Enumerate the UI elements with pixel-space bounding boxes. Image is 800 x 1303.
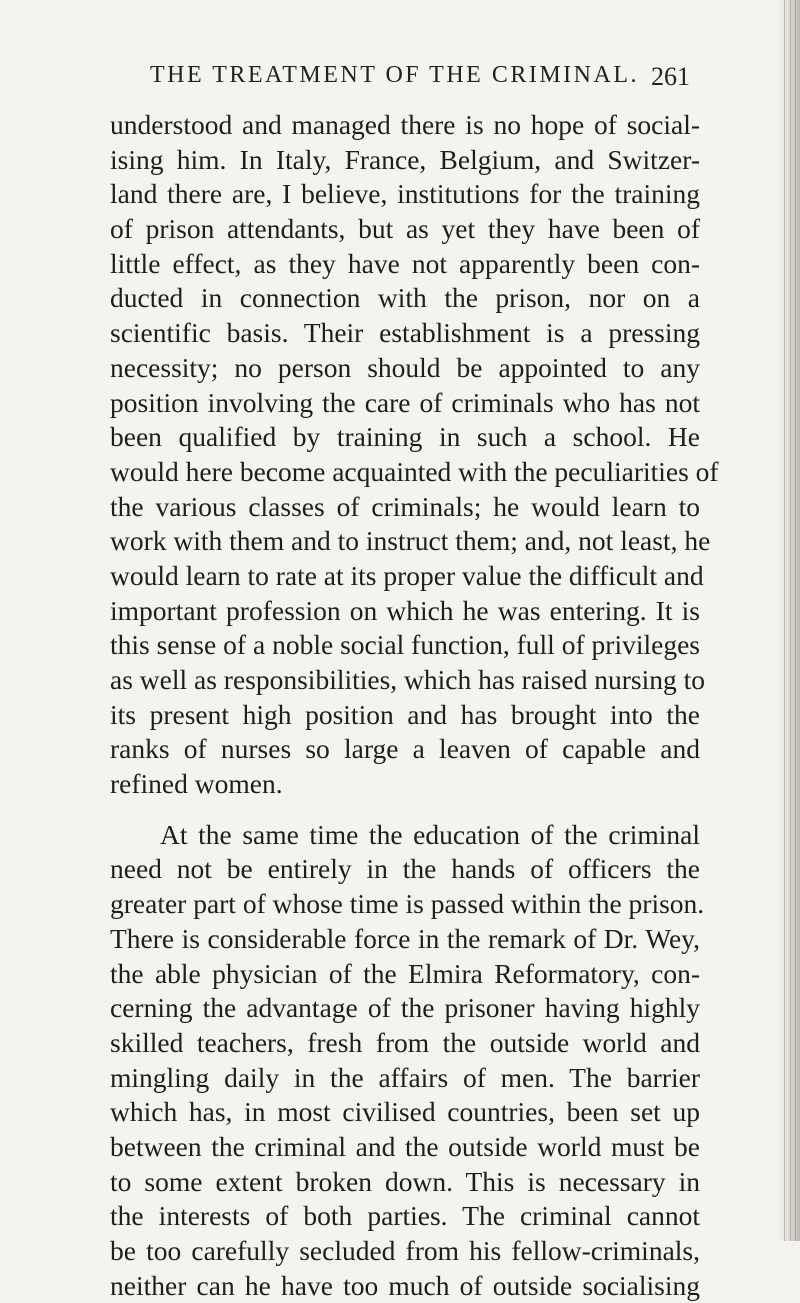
text-line: refined women. (110, 768, 283, 800)
text-line: the able physician of the Elmira Reformatory, con- (110, 957, 700, 989)
text-line: ranks of nurses so large a leaven of capable and (110, 733, 700, 765)
text-line: need not be entirely in the hands of officers the (110, 853, 700, 885)
text-line: skilled teachers, fresh from the outside world and (110, 1026, 700, 1058)
text-line: There is considerable force in the remark of Dr. Wey, (110, 922, 700, 954)
running-head: THE TREATMENT OF THE CRIMINAL. (150, 62, 639, 88)
text-line: cerning the advantage of the prisoner having highly (110, 992, 700, 1024)
page-edge-shadow (778, 0, 800, 1241)
text-line: the various classes of criminals; he would learn to (110, 490, 700, 522)
page-number: 261 (651, 62, 690, 91)
page-edge-line (790, 0, 791, 1241)
text-line: would here become acquainted with the peculiarities of (110, 455, 719, 487)
paragraph-2 (110, 818, 705, 1303)
text-line: little effect, as they have not apparently been con- (110, 247, 700, 279)
text-line: between the criminal and the outside world must be (110, 1130, 700, 1162)
text-line: would learn to rate at its proper value the difficult and (110, 559, 704, 591)
paragraph-break (110, 802, 700, 818)
text-line: scientific basis. Their establishment is a pressing (110, 317, 700, 349)
text-line: this sense of a noble social function, full of privileges (110, 629, 700, 661)
body-text (110, 108, 719, 1303)
page-edge-line (784, 0, 785, 1241)
text-line: mingling daily in the affairs of men. The barrier (110, 1061, 700, 1093)
text-line: greater part of whose time is passed within the prison. (110, 888, 705, 920)
text-line: neither can he have too much of outside socialising (110, 1269, 700, 1301)
paragraph-1 (110, 108, 719, 802)
text-line: its present high position and has brought into the (110, 698, 700, 730)
text-line: important profession on which he was entering. It is (110, 594, 700, 626)
text-line: necessity; no person should be appointed to any (110, 351, 700, 383)
page-edge-line (795, 0, 796, 1241)
text-line: ducted in connection with the prison, nor on a (110, 282, 700, 314)
text-line: as well as responsibilities, which has raised nursing to (110, 664, 705, 695)
text-line: of prison attendants, but as yet they have been of (110, 213, 700, 245)
text-line: been qualified by training in such a school. He (110, 421, 700, 453)
text-line: land there are, I believe, institutions for the training (110, 178, 700, 210)
text-line: which has, in most civilised countries, been set up (110, 1096, 700, 1128)
text-line: to some extent broken down. This is necessary in (110, 1165, 700, 1197)
text-line: ising him. In Italy, France, Belgium, and Switzer- (110, 143, 700, 175)
text-line: the interests of both parties. The criminal cannot (110, 1200, 700, 1232)
text-line: understood and managed there is no hope of social- (110, 109, 700, 140)
text-line: At the same time the education of the criminal (160, 818, 700, 850)
page-header (150, 62, 690, 96)
text-line: work with them and to instruct them; and, not least, he (110, 525, 711, 557)
text-line: position involving the care of criminals who has not (110, 386, 700, 418)
text-line: be too carefully secluded from his fellow-criminals, (110, 1235, 700, 1266)
